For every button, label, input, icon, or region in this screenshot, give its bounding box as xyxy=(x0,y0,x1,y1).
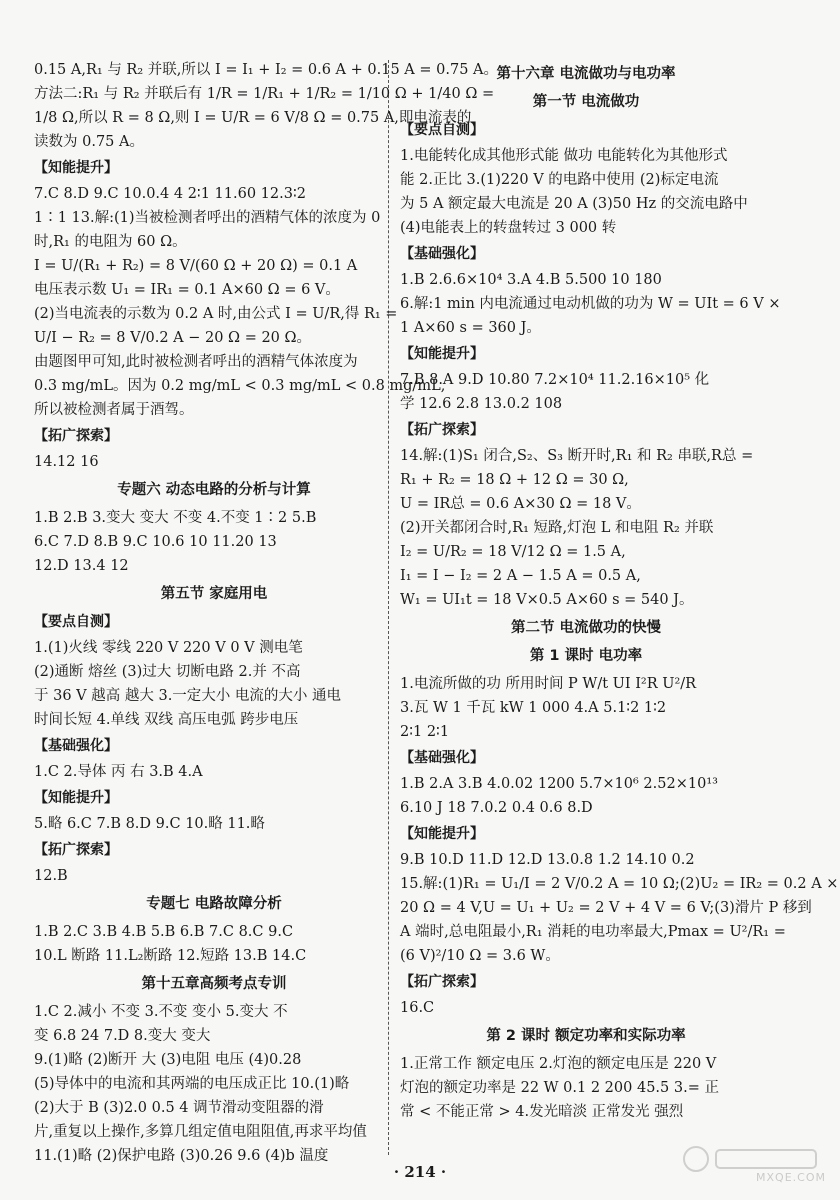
answer-line: U = IR总 = 0.6 A×30 Ω = 18 V。 xyxy=(400,496,641,512)
answer-line: 方法二:R₁ 与 R₂ 并联后有 1/R = 1/R₁ + 1/R₂ = 1/10 Ω + 1/40 Ω = xyxy=(34,86,495,102)
answer-line: 读数为 0.75 A。 xyxy=(34,134,144,150)
answer-line: 7.C 8.D 9.C 10.0.4 4 2∶1 11.60 12.3∶2 xyxy=(34,186,306,202)
answer-line: 0.15 A,R₁ 与 R₂ 并联,所以 I = I₁ + I₂ = 0.6 A + 0.15 A = 0.75 A。 xyxy=(34,62,498,78)
answer-line: (5)导体中的电流和其两端的电压成正比 10.(1)略 xyxy=(34,1076,350,1092)
section-heading: 【知能提升】 xyxy=(400,826,484,842)
answer-line: 1.B 2.6.6×10⁴ 3.A 4.B 5.500 10 180 xyxy=(400,272,662,288)
answer-line: 9.(1)略 (2)断开 大 (3)电阻 电压 (4)0.28 xyxy=(34,1052,302,1068)
section-heading: 【拓广探索】 xyxy=(34,428,118,444)
answer-line: 6.10 J 18 7.0.2 0.4 0.6 8.D xyxy=(400,800,593,816)
answer-line: 9.B 10.D 11.D 12.D 13.0.8 1.2 14.10 0.2 xyxy=(400,852,695,868)
answer-line: 时,R₁ 的电阻为 60 Ω。 xyxy=(34,234,187,250)
answer-line: 1.电流所做的功 所用时间 P W/t UI I²R U²/R xyxy=(400,676,697,692)
page-number: · 214 · xyxy=(393,1163,447,1181)
answer-line: 所以被检测者属于酒驾。 xyxy=(34,402,194,418)
answer-line: 20 Ω = 4 V,U = U₁ + U₂ = 2 V + 4 V = 6 V;(3)滑片 P 移到 xyxy=(400,900,812,916)
section-heading: 【知能提升】 xyxy=(400,346,484,362)
chapter-title: 专题六 动态电路的分析与计算 xyxy=(117,482,311,498)
answer-line: 能 2.正比 3.(1)220 V 的电路中使用 (2)标定电流 xyxy=(400,172,719,188)
chapter-title: 第十五章高频考点专训 xyxy=(141,976,287,992)
answer-line: 11.(1)略 (2)保护电路 (3)0.26 9.6 (4)b 温度 xyxy=(34,1148,329,1164)
answer-line: 由题图甲可知,此时被检测者呼出的酒精气体浓度为 xyxy=(34,354,358,370)
answer-line: I₂ = U/R₂ = 18 V/12 Ω = 1.5 A, xyxy=(400,544,626,560)
answer-line: 12.B xyxy=(34,868,68,884)
answer-line: I = U/(R₁ + R₂) = 8 V/(60 Ω + 20 Ω) = 0.1 A xyxy=(34,258,358,274)
section-heading: 【拓广探索】 xyxy=(34,842,118,858)
answer-line: 14.12 16 xyxy=(34,454,99,470)
answer-line: 1.B 2.C 3.B 4.B 5.B 6.B 7.C 8.C 9.C xyxy=(34,924,294,940)
chapter-title: 第一节 电流做功 xyxy=(532,94,640,110)
answer-line: 12.D 13.4 12 xyxy=(34,558,129,574)
section-heading: 【基础强化】 xyxy=(400,750,484,766)
answer-line: 1.(1)火线 零线 220 V 220 V 0 V 测电笔 xyxy=(34,640,303,656)
chapter-title: 第五节 家庭用电 xyxy=(160,586,268,602)
answer-line: 于 36 V 越高 越大 3.一定大小 电流的大小 通电 xyxy=(34,688,342,704)
answer-line: (2)开关都闭合时,R₁ 短路,灯泡 L 和电阻 R₂ 并联 xyxy=(400,520,714,536)
answer-line: (2)通断 熔丝 (3)过大 切断电路 2.并 不高 xyxy=(34,664,301,680)
answer-line: U/I − R₂ = 8 V/0.2 A − 20 Ω = 20 Ω。 xyxy=(34,330,312,346)
answer-line: 10.L 断路 11.L₂断路 12.短路 13.B 14.C xyxy=(34,948,307,964)
answer-line: 灯泡的额定功率是 22 W 0.1 2 200 45.5 3.= 正 xyxy=(400,1080,719,1096)
answer-line: I₁ = I − I₂ = 2 A − 1.5 A = 0.5 A, xyxy=(400,568,641,584)
section-heading: 【基础强化】 xyxy=(400,246,484,262)
section-heading: 【基础强化】 xyxy=(34,738,118,754)
answer-line: 6.解:1 min 内电流通过电动机做的功为 W = UIt = 6 V × xyxy=(400,296,781,312)
answer-line: 7.B 8.A 9.D 10.80 7.2×10⁴ 11.2.16×10⁵ 化 xyxy=(400,372,710,388)
answer-line: 片,重复以上操作,多算几组定值电阻阻值,再求平均值 xyxy=(34,1124,367,1140)
section-heading: 【拓广探索】 xyxy=(400,422,484,438)
chapter-title: 第十六章 电流做功与电功率 xyxy=(496,66,676,82)
answer-line: 时间长短 4.单线 双线 高压电弧 跨步电压 xyxy=(34,712,299,728)
answer-line: 变 6.8 24 7.D 8.变大 变大 xyxy=(34,1028,211,1044)
answer-line: 14.解:(1)S₁ 闭合,S₂、S₃ 断开时,R₁ 和 R₂ 串联,R总 = xyxy=(400,448,754,464)
answer-line: 电压表示数 U₁ = IR₁ = 0.1 A×60 Ω = 6 V。 xyxy=(34,282,340,298)
answer-line: R₁ + R₂ = 18 Ω + 12 Ω = 30 Ω, xyxy=(400,472,629,488)
answer-line: (6 V)²/10 Ω = 3.6 W。 xyxy=(400,948,560,964)
answer-line: 为 5 A 额定最大电流是 20 A (3)50 Hz 的交流电路中 xyxy=(400,196,748,212)
chapter-title: 专题七 电路故障分析 xyxy=(146,896,282,912)
watermark-text: MXQE.COM xyxy=(756,1171,826,1184)
chapter-title: 第 2 课时 额定功率和实际功率 xyxy=(486,1028,686,1044)
answer-line: (4)电能表上的转盘转过 3 000 转 xyxy=(400,220,617,236)
answer-line: (2)当电流表的示数为 0.2 A 时,由公式 I = U/R,得 R₁ = xyxy=(34,306,398,322)
answer-line: 2∶1 2∶1 xyxy=(400,724,450,740)
answer-line: 15.解:(1)R₁ = U₁/I = 2 V/0.2 A = 10 Ω;(2)U₂ = IR₂ = 0.2 A × xyxy=(400,876,839,892)
answer-line: 1.B 2.B 3.变大 变大 不变 4.不变 1∶2 5.B xyxy=(34,510,317,526)
chapter-title: 第二节 电流做功的快慢 xyxy=(510,620,662,636)
section-heading: 【知能提升】 xyxy=(34,160,118,176)
watermark-logo xyxy=(676,1144,826,1190)
section-heading: 【要点自测】 xyxy=(34,614,118,630)
answer-line: 学 12.6 2.8 13.0.2 108 xyxy=(400,396,563,412)
section-heading: 【知能提升】 xyxy=(34,790,118,806)
answer-line: 5.略 6.C 7.B 8.D 9.C 10.略 11.略 xyxy=(34,816,265,832)
chapter-title: 第 1 课时 电功率 xyxy=(529,648,643,664)
answer-line: 1.C 2.导体 丙 右 3.B 4.A xyxy=(34,764,203,780)
answer-line: A 端时,总电阻最小,R₁ 消耗的电功率最大,Pmax = U²/R₁ = xyxy=(400,924,786,940)
answer-line: 1.C 2.减小 不变 3.不变 变小 5.变大 不 xyxy=(34,1004,288,1020)
section-heading: 【拓广探索】 xyxy=(400,974,484,990)
answer-line: W₁ = UI₁t = 18 V×0.5 A×60 s = 540 J。 xyxy=(400,592,694,608)
answer-line: 1.正常工作 额定电压 2.灯泡的额定电压是 220 V xyxy=(400,1056,717,1072)
answer-line: 1∶1 13.解:(1)当被检测者呼出的酒精气体的浓度为 0 xyxy=(34,210,381,226)
answer-line: 1.B 2.A 3.B 4.0.02 1200 5.7×10⁶ 2.52×10¹³ xyxy=(400,776,718,792)
answer-line: 16.C xyxy=(400,1000,435,1016)
answer-line: 0.3 mg/mL。因为 0.2 mg/mL < 0.3 mg/mL < 0.8 mg/mL, xyxy=(34,378,446,394)
answer-line: 3.瓦 W 1 千瓦 kW 1 000 4.A 5.1∶2 1∶2 xyxy=(400,700,667,716)
answer-line: (2)大于 B (3)2.0 0.5 4 调节滑动变阻器的滑 xyxy=(34,1100,324,1116)
answer-line: 1 A×60 s = 360 J。 xyxy=(400,320,541,336)
section-heading: 【要点自测】 xyxy=(400,122,484,138)
answer-line: 1.电能转化成其他形式能 做功 电能转化为其他形式 xyxy=(400,148,728,164)
answer-line: 1/8 Ω,所以 R = 8 Ω,则 I = U/R = 6 V/8 Ω = 0.75 A,即电流表的 xyxy=(34,110,472,126)
answer-line: 常 < 不能正常 > 4.发光暗淡 正常发光 强烈 xyxy=(400,1104,684,1120)
answer-line: 6.C 7.D 8.B 9.C 10.6 10 11.20 13 xyxy=(34,534,277,550)
right-column xyxy=(400,58,839,1124)
